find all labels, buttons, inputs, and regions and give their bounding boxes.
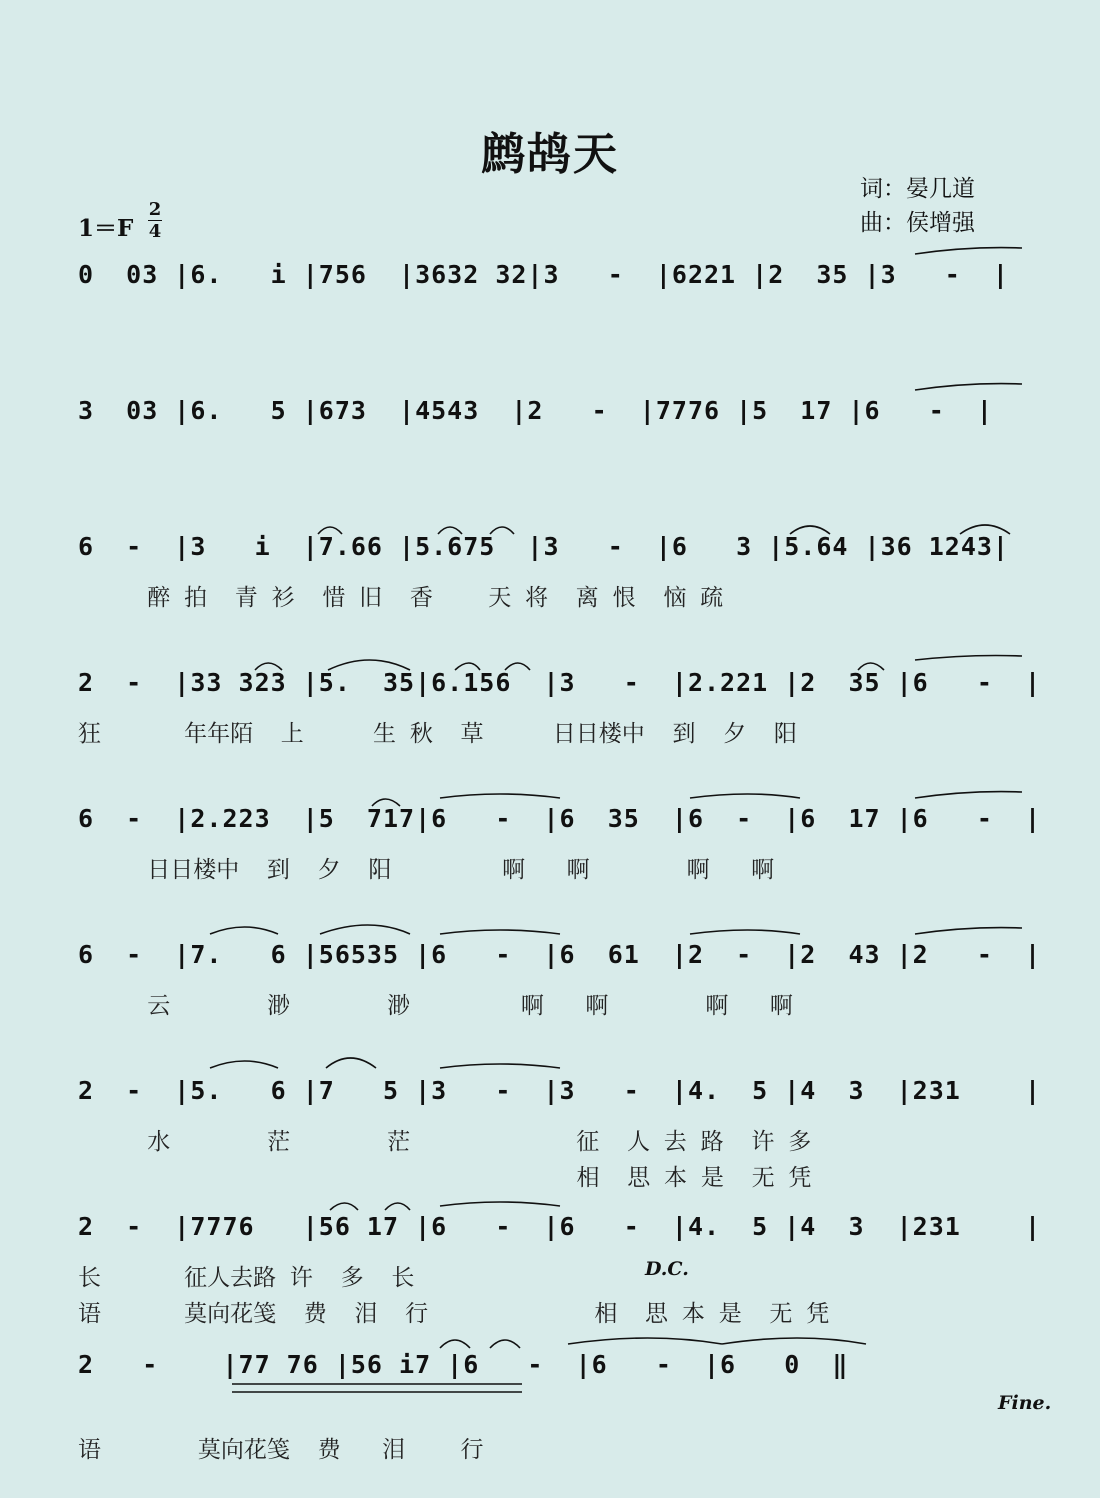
time-signature-bottom: 4 bbox=[148, 221, 162, 242]
lyrics-line: 云 渺 渺 啊 啊 啊 啊 bbox=[78, 993, 793, 1019]
notes-line: 3 03 |6. 5 |673 |4543 |2 - |7776 |5 17 |6 - | bbox=[78, 396, 993, 425]
lyrics-line: 相 思 本 是 无 凭 bbox=[78, 1165, 812, 1191]
lyrics-line: 醉 拍 青 衫 惜 旧 香 天 将 离 恨 恼 疏 bbox=[78, 585, 724, 611]
notes-line: 6 - |7. 6 |56535 |6 - |6 61 |2 - |2 43 |2 - | bbox=[78, 940, 1042, 969]
song-title: 鹧鸪天 bbox=[481, 129, 619, 180]
lyrics-line: 长 征人去路 许 多 长 bbox=[78, 1265, 415, 1291]
time-signature-top: 2 bbox=[148, 199, 162, 220]
notes-line: 0 03 |6. i |756 |3632 32|3 - |6221 |2 35 |3 - | bbox=[78, 260, 1009, 289]
key-signature: 1＝F bbox=[78, 215, 134, 242]
lyrics-line: 日日楼中 到 夕 阳 啊 啊 啊 啊 bbox=[78, 857, 775, 883]
composer-credit: 曲：侯增强 bbox=[860, 210, 975, 236]
fine-mark: Fine. bbox=[998, 1392, 1052, 1414]
lyricist-credit: 词：晏几道 bbox=[860, 176, 975, 202]
notes-line: 6 - |2.223 |5 717|6 - |6 35 |6 - |6 17 |6 - | bbox=[78, 804, 1042, 833]
notes-line: 2 - |5. 6 |7 5 |3 - |3 - |4. 5 |4 3 |231 | bbox=[78, 1076, 1042, 1105]
notes-line: 2 - |33 323 |5. 35|6.156 |3 - |2.221 |2 35 |6 - | bbox=[78, 668, 1042, 697]
notes-line: 2 - |77 76 |56 i7 |6 - |6 - |6 0 ‖ bbox=[78, 1350, 849, 1379]
lyrics-line: 语 莫向花笺 费 泪 行 相 思 本 是 无 凭 bbox=[78, 1301, 830, 1327]
dc-mark: D.C. bbox=[645, 1258, 689, 1280]
notes-line: 2 - |7776 |56 17 |6 - |6 - |4. 5 |4 3 |231 | bbox=[78, 1212, 1042, 1241]
lyrics-line: 水 茫 茫 征 人 去 路 许 多 bbox=[78, 1129, 812, 1155]
lyrics-line: 狂 年年陌 上 生 秋 草 日日楼中 到 夕 阳 bbox=[78, 721, 797, 747]
notes-line: 6 - |3 i |7.66 |5.675 |3 - |6 3 |5.64 |36 1243| bbox=[78, 532, 1009, 561]
lyrics-line: 语 莫向花笺 费 泪 行 bbox=[78, 1437, 484, 1463]
